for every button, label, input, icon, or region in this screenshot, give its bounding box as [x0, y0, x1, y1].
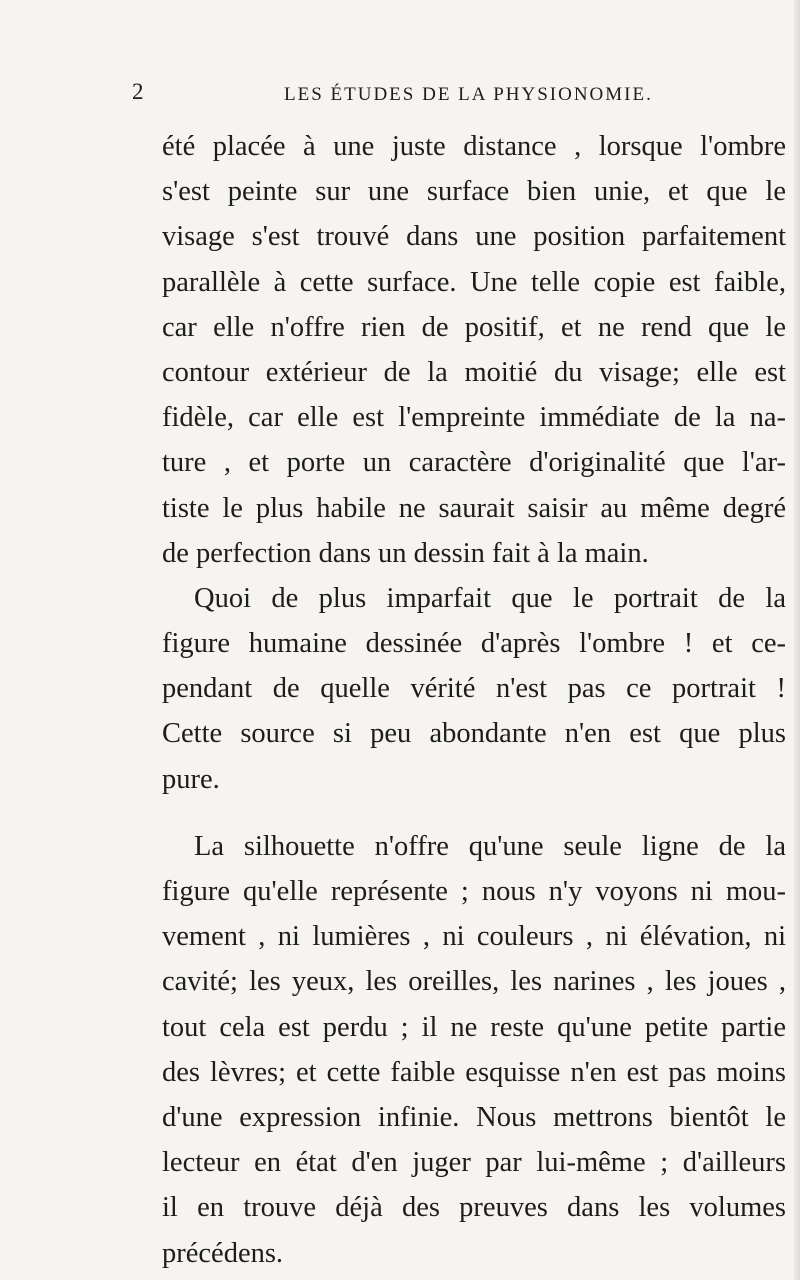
- text-line: vement , ni lumières , ni couleurs , ni élévation, ni: [162, 921, 786, 953]
- page-edge: [794, 0, 800, 1280]
- text-line: été placée à une juste distance , lorsque l'ombre: [162, 131, 786, 162]
- body-text: [162, 124, 786, 1276]
- text-line: de perfection dans un dessin fait à la main.: [162, 537, 649, 569]
- running-title: LES ÉTUDES DE LA PHYSIONOMIE.: [284, 84, 653, 105]
- text-line: parallèle à cette surface. Une telle copie est faible,: [162, 266, 786, 298]
- text-line: lecteur en état d'en juger par lui-même ; d'ailleurs: [162, 1147, 786, 1179]
- text-line: il en trouve déjà des preuves dans les volumes: [162, 1192, 786, 1224]
- text-line: fidèle, car elle est l'empreinte immédiate de la na-: [162, 402, 786, 434]
- text-line: pendant de quelle vérité n'est pas ce portrait !: [162, 673, 786, 705]
- text-line: contour extérieur de la moitié du visage; elle est: [162, 356, 786, 388]
- text-line: ture , et porte un caractère d'originalité que l'ar-: [162, 447, 786, 479]
- paragraph-2: [162, 576, 786, 802]
- text-line: figure qu'elle représente ; nous n'y voyons ni mou-: [162, 876, 786, 907]
- text-line: Cette source si peu abondante n'en est que plus: [162, 718, 786, 750]
- text-line: s'est peinte sur une surface bien unie, et que le: [162, 176, 786, 208]
- text-line: tiste le plus habile ne saurait saisir au même degré: [162, 492, 786, 524]
- text-line: figure humaine dessinée d'après l'ombre ! et ce-: [162, 628, 786, 660]
- text-line: cavité; les yeux, les oreilles, les narines , les joues ,: [162, 966, 786, 998]
- text-line: car elle n'offre rien de positif, et ne rend que le: [162, 311, 786, 343]
- page-header: [0, 78, 800, 112]
- text-line: tout cela est perdu ; il ne reste qu'une petite partie: [162, 1011, 786, 1043]
- text-line: La silhouette n'offre qu'une seule ligne de la: [194, 830, 786, 862]
- text-line: précédens.: [162, 1237, 284, 1269]
- text-line: des lèvres; et cette faible esquisse n'en est pas moins: [162, 1056, 786, 1088]
- paragraph-3: [162, 824, 786, 1276]
- text-line: visage s'est trouvé dans une position parfaitement: [162, 221, 786, 253]
- paragraph-1: [162, 124, 786, 576]
- page-number: 2: [132, 79, 144, 104]
- text-line: d'une expression infinie. Nous mettrons bientôt le: [162, 1101, 786, 1133]
- text-line: Quoi de plus imparfait que le portrait de la: [194, 582, 786, 614]
- paragraph-gap: [162, 802, 786, 824]
- text-line: pure.: [162, 763, 220, 795]
